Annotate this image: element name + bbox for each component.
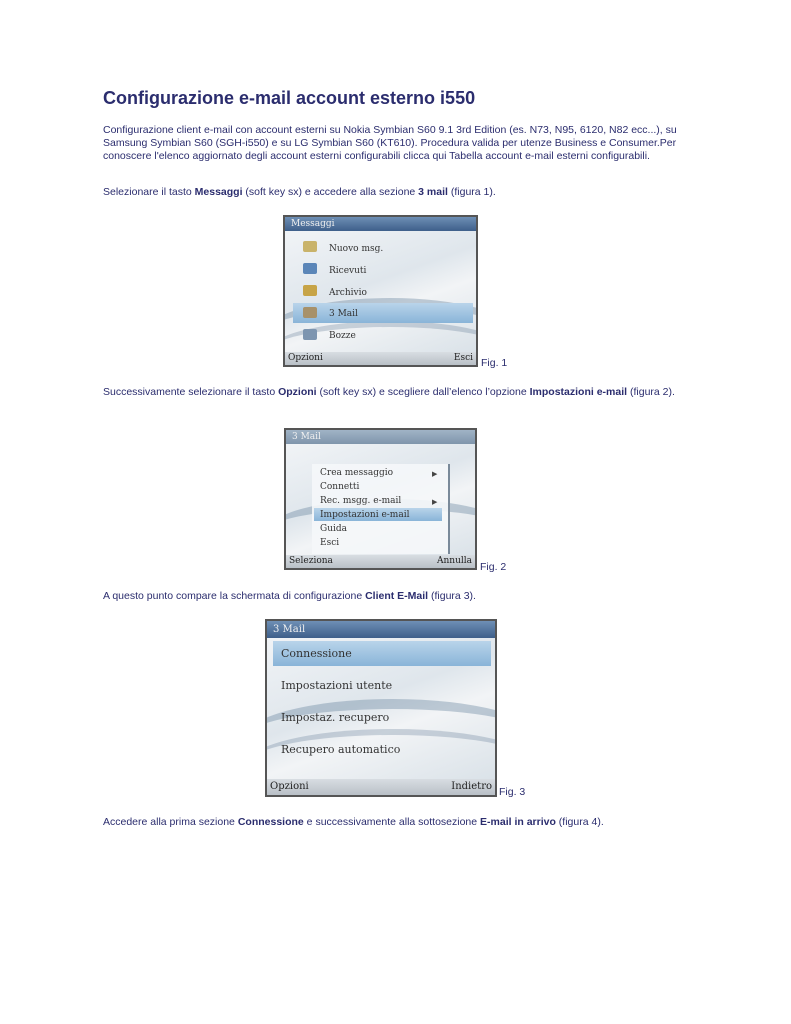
phone-title-bar: 3 Mail (267, 621, 495, 638)
inbox-icon (303, 263, 317, 274)
right-softkey: Annulla (436, 556, 472, 566)
step1-paragraph (103, 186, 693, 199)
submenu-arrow-icon: ▶ (432, 471, 438, 478)
left-softkey: Opzioni (270, 781, 309, 792)
step1-text-after: (figura 1). (447, 186, 496, 198)
phone-title-bar: 3 Mail (286, 430, 475, 444)
figure-2-screenshot (284, 428, 477, 570)
step2-bold-impostazioni: Impostazioni e-mail (529, 386, 628, 398)
step1-text-before: Selezionare il tasto (103, 186, 195, 198)
step2-paragraph (103, 386, 693, 399)
menu-item-recupero-automatico: Recupero automatico (281, 743, 401, 756)
figure-3-screenshot (265, 619, 497, 797)
phone-title-bar: Messaggi (285, 217, 476, 231)
menu-item-guida: Guida (320, 524, 347, 534)
step1-bold-3mail: 3 mail (418, 186, 448, 198)
3mail-icon (303, 307, 317, 318)
menu-item-esci: Esci (320, 538, 340, 548)
menu-item-archivio: Archivio (329, 288, 367, 298)
figure-3-caption: Fig. 3 (499, 786, 526, 798)
step2-text-before: Successivamente selezionare il tasto (103, 386, 279, 398)
left-softkey: Seleziona (289, 556, 333, 566)
figure-1-caption: Fig. 1 (481, 357, 508, 369)
step4-paragraph (103, 816, 693, 829)
selection-highlight (293, 303, 473, 323)
menu-item-nuovo-msg: Nuovo msg. (329, 244, 384, 254)
softkey-bar (267, 779, 495, 795)
step3-text-before: A questo punto compare la schermata di configurazione (103, 590, 366, 602)
step2-text-after: (figura 2). (627, 386, 675, 398)
menu-item-impostazioni-utente: Impostazioni utente (281, 679, 393, 692)
step4-bold-email-in-arrivo: E-mail in arrivo (480, 816, 556, 828)
step2-text-mid: (soft key sx) e scegliere dall’elenco l’opzione (316, 386, 530, 398)
menu-item-impostaz-recupero: Impostaz. recupero (281, 711, 390, 724)
menu-item-connetti: Connetti (320, 482, 360, 492)
menu-item-impostazioni-email: Impostazioni e-mail (320, 510, 410, 520)
menu-item-connessione: Connessione (281, 647, 352, 660)
step3-paragraph (103, 590, 693, 603)
drafts-icon (303, 329, 317, 340)
archive-icon (303, 285, 317, 296)
softkey-bar (285, 352, 476, 365)
menu-item-bozze: Bozze (329, 331, 356, 341)
step1-text-mid: (soft key sx) e accedere alla sezione (242, 186, 419, 198)
new-message-icon (303, 241, 317, 252)
menu-item-crea-messaggio: Crea messaggio (320, 468, 394, 478)
step3-bold-client-email: Client E-Mail (365, 590, 429, 602)
softkey-bar (286, 555, 475, 568)
right-softkey: Indietro (451, 781, 492, 792)
menu-item-3-mail: 3 Mail (329, 309, 358, 319)
figure-2-caption: Fig. 2 (480, 561, 507, 573)
step4-text-before: Accedere alla prima sezione (103, 816, 238, 828)
step1-bold-messaggi: Messaggi (194, 186, 243, 198)
intro-paragraph: Configurazione client e-mail con account esterni su Nokia Symbian S60 9.1 3rd Edition (es. N73, N95, 6120, N82 ecc...), su Samsung Symbian S60 (SGH-i550) e su LG Symbian S60 (KT610). Procedura valida per utenze Business e Consumer.Per conoscere l'elenco aggiornato degli account esterni configurabili clicca qui Tabella account e-mail esterni configurabili. (103, 124, 677, 162)
step3-text-after: (figura 3). (428, 590, 476, 602)
step2-bold-opzioni: Opzioni (278, 386, 317, 398)
menu-item-ricevuti: Ricevuti (329, 266, 367, 276)
step4-text-mid: e successivamente alla sottosezione (303, 816, 481, 828)
left-softkey: Opzioni (288, 353, 323, 363)
step4-bold-connessione: Connessione (237, 816, 304, 828)
page-title: Configurazione e-mail account esterno i550 (103, 88, 476, 108)
right-softkey: Esci (453, 353, 473, 363)
menu-item-rec-msgg: Rec. msgg. e-mail (320, 496, 402, 506)
submenu-arrow-icon: ▶ (432, 499, 438, 506)
step4-text-after: (figura 4). (555, 816, 604, 828)
figure-1-screenshot (283, 215, 478, 367)
